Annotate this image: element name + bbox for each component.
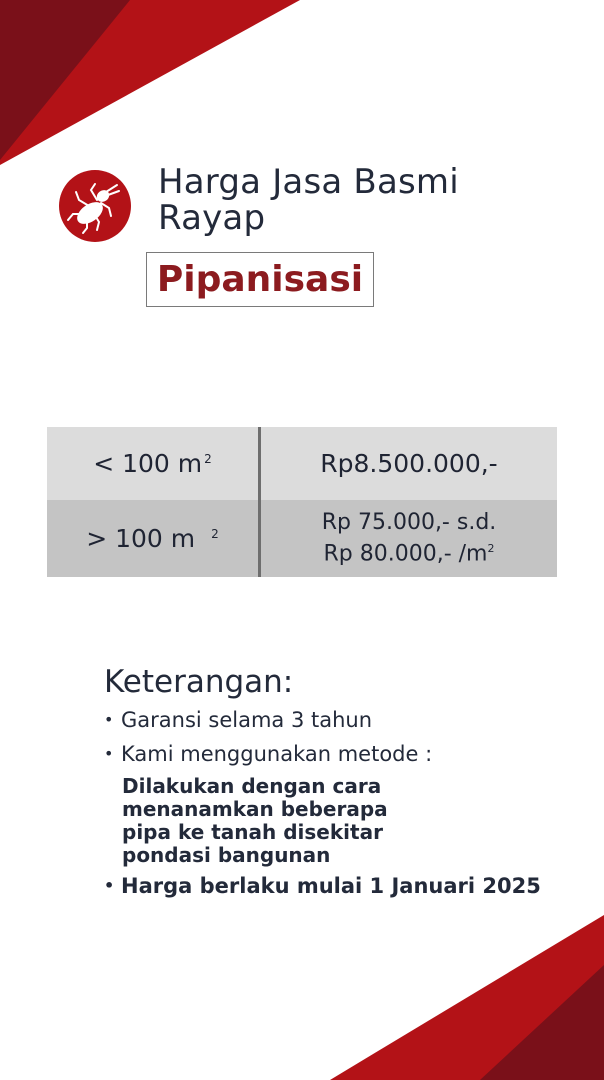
area-cell (47, 500, 260, 577)
method-detail: Dilakukan dengan cara menanamkan beberapa pipa ke tanah disekitar pondasi bangunan (122, 774, 388, 867)
note-item-warranty (104, 708, 372, 732)
price-line-2-text: Rp 80.000,- /m (323, 541, 488, 567)
note-item-validity (104, 874, 541, 898)
price-cell (260, 500, 558, 577)
price-unit-superscript: 2 (487, 541, 495, 555)
area-cell (47, 427, 260, 500)
price-cell (260, 427, 558, 500)
note-text: Kami menggunakan metode : (121, 742, 433, 766)
subtitle-box (146, 252, 374, 307)
bullet-icon: • (104, 876, 115, 895)
title-line-2: Rayap (158, 198, 266, 238)
page-title (158, 164, 459, 236)
table-row (47, 427, 557, 500)
area-label: < 100 m (93, 449, 203, 478)
note-text: Garansi selama 3 tahun (121, 708, 373, 732)
subtitle: Pipanisasi (156, 259, 364, 300)
area-unit-superscript: 2 (204, 451, 212, 466)
title-line-1: Harga Jasa Basmi (158, 162, 459, 202)
price-label: Rp8.500.000,- (320, 449, 498, 478)
area-label: > 100 m (86, 524, 196, 553)
price-line-1: Rp 75.000,- s.d. (321, 509, 497, 535)
notes-heading: Keterangan: (104, 664, 294, 700)
area-unit-superscript: 2 (211, 526, 219, 541)
bullet-icon: • (104, 710, 114, 729)
note-text: Harga berlaku mulai 1 Januari 2025 (121, 874, 541, 898)
bullet-icon: • (104, 744, 114, 763)
termite-icon (59, 170, 131, 242)
note-item-method (104, 742, 432, 766)
table-row (47, 500, 557, 577)
price-line-2 (261, 536, 557, 567)
price-table (47, 427, 557, 577)
